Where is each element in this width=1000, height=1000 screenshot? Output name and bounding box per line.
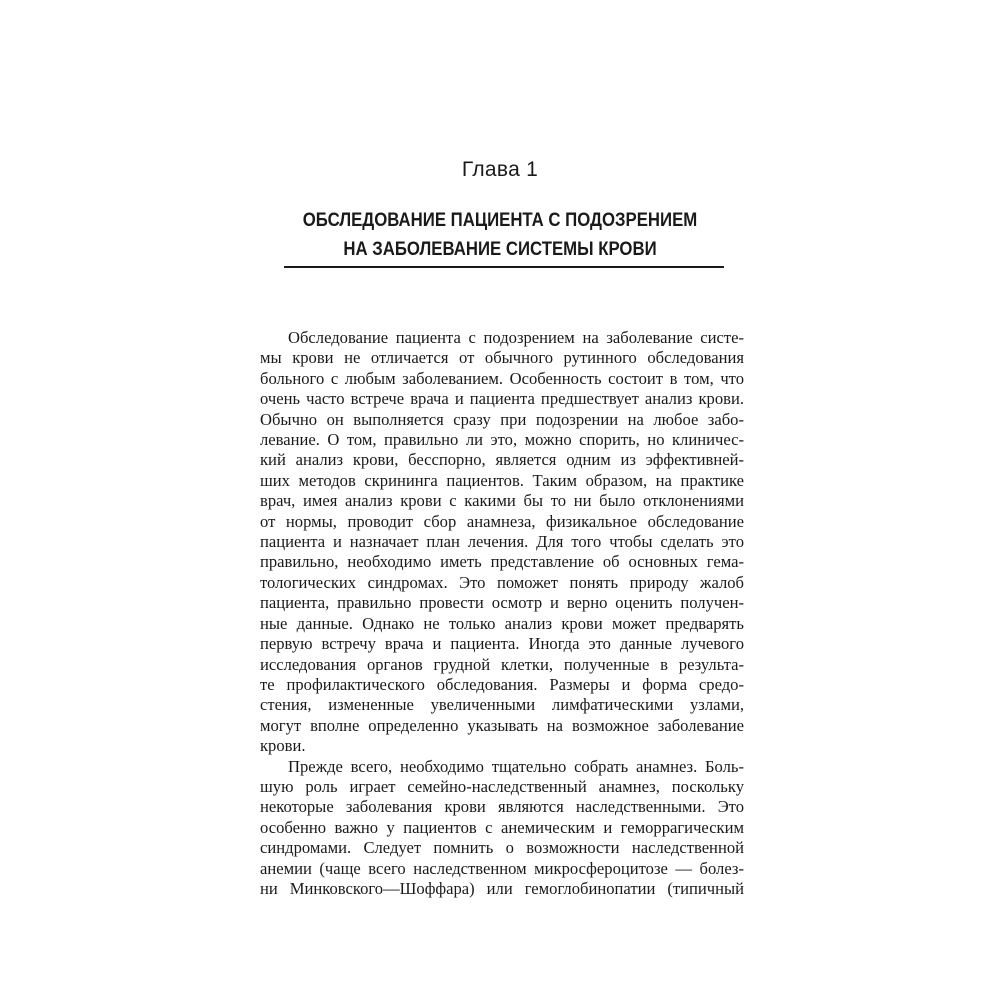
text-line: ни Минковского—Шоффара) или гемоглобинопатии (типичный xyxy=(260,878,744,898)
text-line: ших методов скрининга пациентов. Таким образом, на практике xyxy=(260,470,744,490)
title-underline-rule xyxy=(284,266,724,268)
text-line: врач, имея анализ крови с какими бы то ни было отклонениями xyxy=(260,491,744,511)
text-line: крови. xyxy=(260,736,306,756)
chapter-title-line: ОБСЛЕДОВАНИЕ ПАЦИЕНТА С ПОДОЗРЕНИЕМ xyxy=(302,209,698,231)
text-line: некоторые заболевания крови являются наследственными. Это xyxy=(260,797,744,817)
text-line: левание. О том, правильно ли это, можно спорить, но клиничес- xyxy=(260,430,744,450)
text-line: особенно важно у пациентов с анемическим и геморрагическим xyxy=(260,817,744,837)
text-line: те профилактического обследования. Размеры и форма средо- xyxy=(260,674,744,694)
text-line: Обычно он выполняется сразу при подозрении на любое забо- xyxy=(260,409,744,429)
text-line: ные данные. Однако не только анализ крови может предварять xyxy=(260,613,744,633)
text-line: от нормы, проводит сбор анамнеза, физикальное обследование xyxy=(260,511,744,531)
text-line: правильно, необходимо иметь представление об основных гема- xyxy=(260,552,744,572)
text-line: исследования органов грудной клетки, полученные в результа- xyxy=(260,654,744,674)
text-line: шую роль играет семейно-наследственный анамнез, поскольку xyxy=(260,776,744,796)
text-line: синдромами. Следует помнить о возможности наследственной xyxy=(260,838,744,858)
text-line: очень часто встрече врача и пациента предшествует анализ крови. xyxy=(260,389,744,409)
paragraph xyxy=(260,328,744,757)
chapter-title xyxy=(70,206,930,264)
text-line: первую встречу врача и пациента. Иногда это данные лучевого xyxy=(260,634,744,654)
text-line: стения, измененные увеличенными лимфатическими узлами, xyxy=(260,695,744,715)
text-line: Обследование пациента с подозрением на заболевание систе- xyxy=(288,328,744,347)
text-line: могут вполне определенно указывать на возможное заболевание xyxy=(260,715,744,735)
chapter-label: Глава 1 xyxy=(461,158,539,181)
text-line: мы крови не отличается от обычного рутинного обследования xyxy=(260,348,744,368)
body-text xyxy=(260,328,744,899)
text-line: кий анализ крови, бесспорно, является одним из эффективней- xyxy=(260,450,744,470)
text-line: анемии (чаще всего наследственном микросфероцитозе — болез- xyxy=(260,858,744,878)
text-line: больного с любым заболеванием. Особенность состоит в том, что xyxy=(260,368,744,388)
chapter-title-line: НА ЗАБОЛЕВАНИЕ СИСТЕМЫ КРОВИ xyxy=(343,238,657,260)
paragraph xyxy=(260,757,744,900)
text-line: Прежде всего, необходимо тщательно собрать анамнез. Боль- xyxy=(288,756,744,776)
text-line: пациента и назначает план лечения. Для того чтобы сделать это xyxy=(260,532,744,552)
text-line: пациента, правильно провести осмотр и верно оценить получен- xyxy=(260,593,744,613)
text-line: тологических синдромах. Это поможет понять природу жалоб xyxy=(260,572,744,592)
